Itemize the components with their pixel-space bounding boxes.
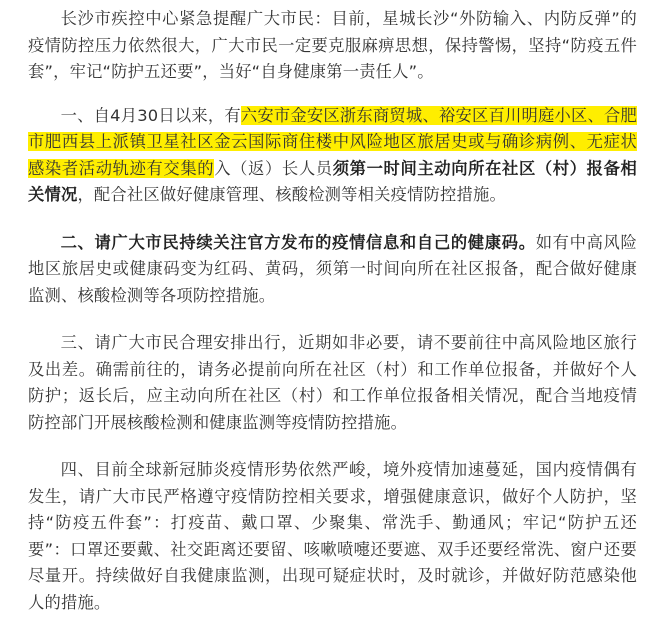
item-1-highlighted-text: 六安市金安区浙东商贸城、裕安区百川明庭小区、合肥市肥西县上派镇卫星社区金云国际商住楼中风险地区旅居史或与确诊病例、无症状感染者活动轨迹有交集的 (28, 105, 637, 178)
item-1-prefix: 一、自4月30日以来，有 (60, 105, 241, 125)
item-4-paragraph: 四、目前全球新冠肺炎疫情形势依然严峻，境外疫情加速蔓延，国内疫情偶有发生，请广大市民严格遵守疫情防控相关要求，增强健康意识，做好个人防护，坚持“防疫五件套”：打疫苗、戴口罩、少聚集、常洗手、勤通风；牢记“防护五还要”：口罩还要戴、社交距离还要留、咳嗽喷嚏还要遮、双手还要经常洗、窗户还要尽量开。持续做好自我健康监测，出现可疑症状时，及时就诊，并做好防范感染他人的措施。 (28, 460, 637, 612)
item-1-suffix: ，配合社区做好健康管理、核酸检测等相关疫情防控措施。 (77, 185, 506, 204)
item-1-paragraph (28, 103, 637, 209)
item-1-middle: 入（返）长人员 (214, 158, 333, 178)
item-2-bold-text: 二、请广大市民持续关注官方发布的疫情信息和自己的健康码。 (60, 232, 536, 252)
item-3-paragraph: 三、请广大市民合理安排出行，近期如非必要，请不要前往中高风险地区旅行及出差。确需前往的，请务必提前向所在社区（村）和工作单位报备，并做好个人防护；返长后，应主动向所在社区（村）和工作单位报备相关情况，配合当地疫情防控部门开展核酸检测和健康监测等疫情防控措施。 (28, 333, 637, 432)
item-2-paragraph (28, 230, 637, 310)
item-1-bold-text: 须第一时间主动向所在社区（村）报备相关情况 (28, 158, 638, 204)
intro-paragraph: 长沙市疾控中心紧急提醒广大市民：目前，星城长沙“外防输入、内防反弹”的疫情防控压力依然很大，广大市民一定要克服麻痹思想，保持警惕，坚持“防疫五件套”，牢记“防护五还要”，当好“自身健康第一责任人”。 (28, 9, 637, 81)
item-2-text: 如有中高风险地区旅居史或健康码变为红码、黄码，须第一时间向所在社区报备，配合做好健康监测、核酸检测等各项防控措施。 (28, 232, 638, 305)
